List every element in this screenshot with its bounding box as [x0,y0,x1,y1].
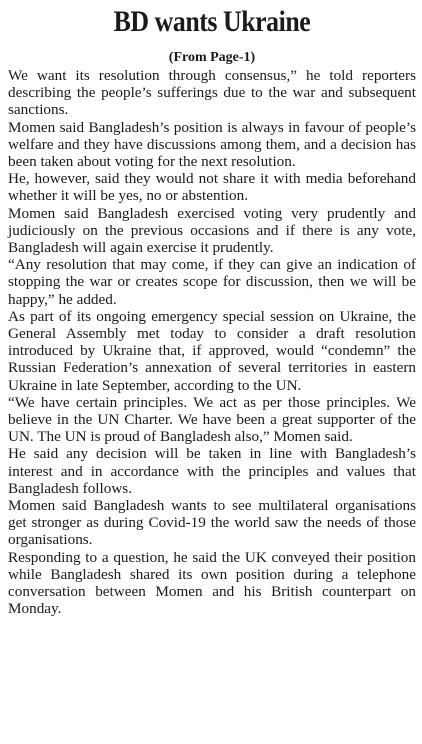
article-paragraph: “We have certain principles. We act as per those principles. We believe in the UN Charter. We have been a great supporter of the UN. The UN is proud of Bangladesh also,” Momen said. [8,393,416,446]
article-paragraph: We want its resolution through consensus,” he told reporters describing the people’s sufferings due to the war and subsequent sanctions. [8,67,416,119]
news-article [8,0,416,618]
article-paragraph: Responding to a question, he said the UK conveyed their position while Bangladesh shared its own position during a telephone conversation between Momen and his British counterpart on Monday. [8,548,416,618]
article-paragraph: As part of its ongoing emergency special session on Ukraine, the General Assembly met today to consider a draft resolution introduced by Ukraine that, if approved, would “condemn” the Russian Federation’s annexation of several territories in eastern Ukraine in late September, according to the UN. [8,307,416,394]
continuation-note: (From Page-1) [168,50,256,65]
article-paragraph: He said any decision will be taken in line with Bangladesh’s interest and in accordance with the principles and values that Bangladesh follows. [8,445,416,497]
article-headline: BD wants Ukraine [113,5,311,38]
article-body [8,67,416,618]
article-paragraph: Momen said Bangladesh wants to see multilateral organisations get stronger as during Covid-19 the world saw the needs of those organisations. [8,497,416,549]
article-paragraph: Momen said Bangladesh’s position is always in favour of people’s welfare and they have discussions among them, and a decision has been taken about voting for the next resolution. [8,118,416,171]
article-paragraph: He, however, said they would not share it with media beforehand whether it will be yes, no or abstention. [8,170,416,205]
article-paragraph: Momen said Bangladesh exercised voting very prudently and judiciously on the previous occasions and if there is any vote, Bangladesh will again exercise it prudently. [8,204,416,257]
article-paragraph: “Any resolution that may come, if they can give an indication of stopping the war or creates scope for discussion, then we will be happy,” he added. [8,256,416,308]
